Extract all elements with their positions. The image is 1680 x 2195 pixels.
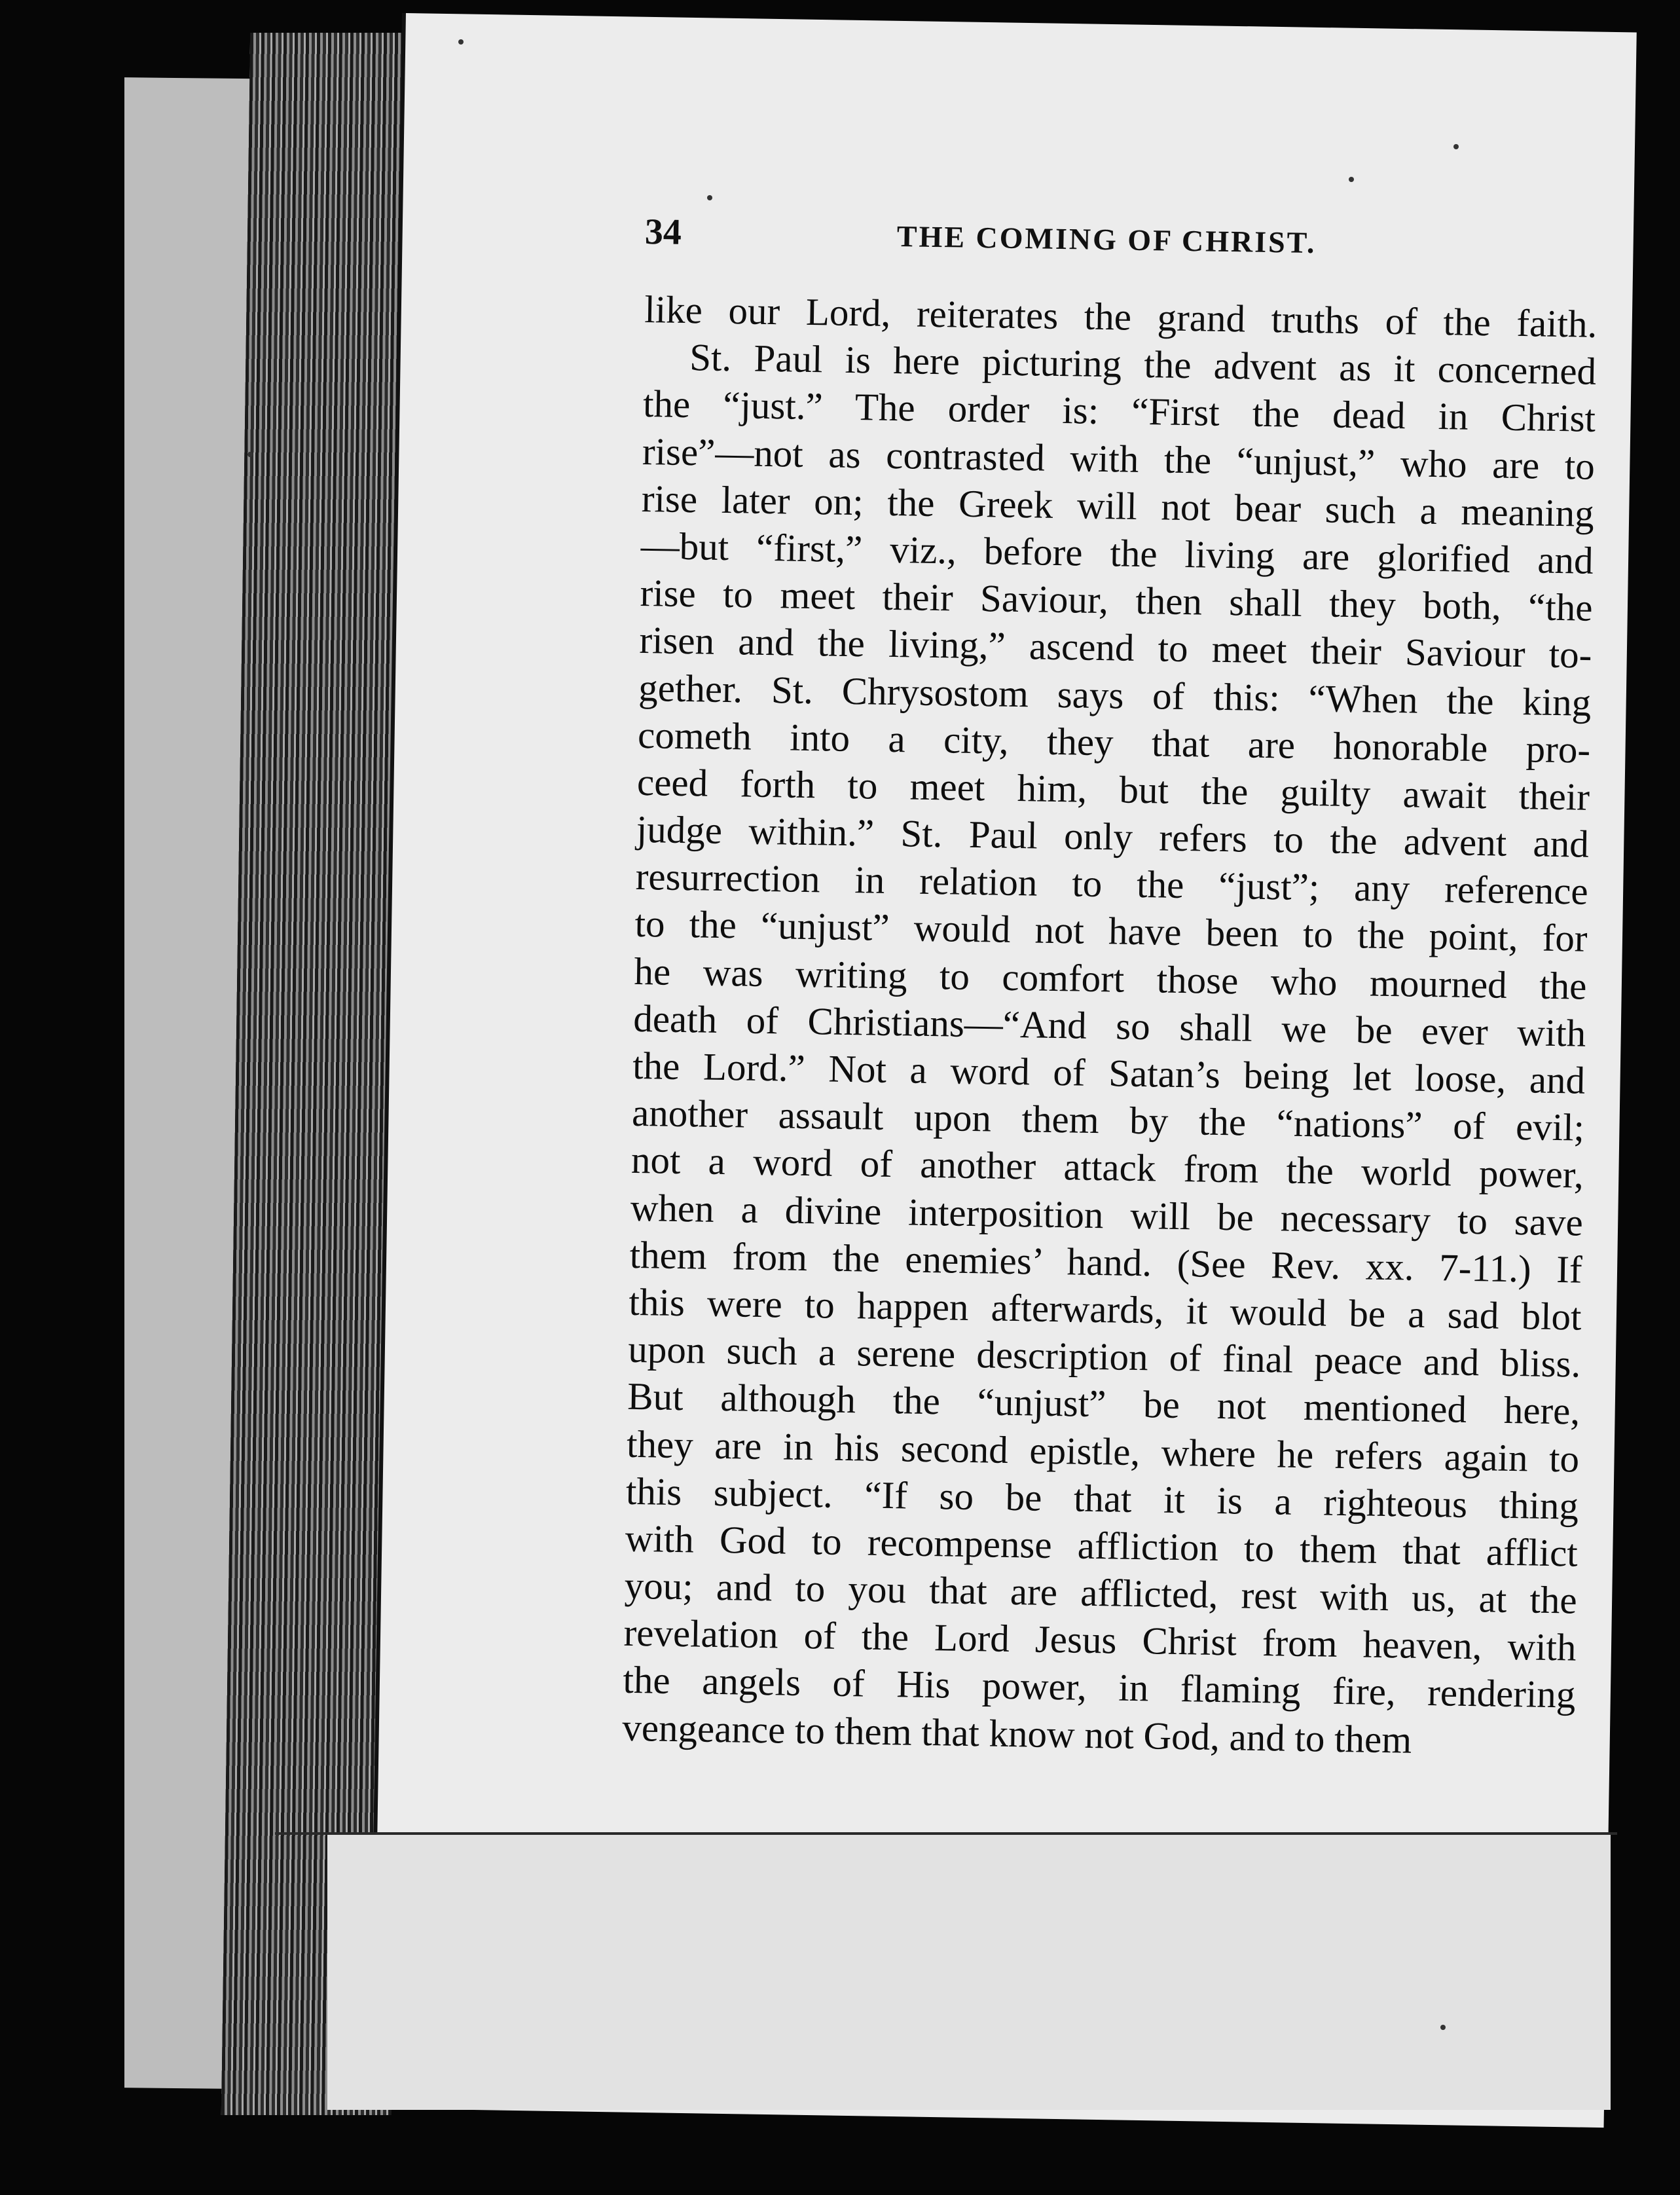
text-line: judge within.” St. Paul only refers to the advent and: [636, 807, 1590, 866]
text-line: another assault upon them by the “nations” of evil;: [631, 1091, 1585, 1149]
scan-speck: [1349, 177, 1354, 182]
body-text: [622, 286, 1598, 1765]
text-line: risen and the living,” ascend to meet their Saviour to-: [638, 618, 1592, 677]
text-line: this were to happen afterwards, it would be a sad blot: [629, 1280, 1582, 1338]
scan-speck: [458, 39, 464, 45]
text-line: when a divine interposition will be necessary to save: [630, 1185, 1584, 1244]
text-line: St. Paul is here picturing the advent as it concerned: [689, 335, 1597, 394]
text-line: them from the enemies’ hand. (See Rev. xx. 7-11.) If: [629, 1232, 1583, 1291]
page-fold-line: [275, 1832, 1617, 1835]
text-line: this subject. “If so be that it is a righteous thing: [625, 1469, 1579, 1528]
text-line: the angels of His power, in flaming fire, rendering: [623, 1658, 1576, 1717]
text-line: death of Christians—“And so shall we be ever with: [632, 996, 1586, 1055]
text-line: rise later on; the Greek will not bear such a meaning: [641, 476, 1595, 535]
running-title: THE COMING OF CHRIST.: [896, 219, 1317, 260]
text-line: you; and to you that are afflicted, rest with us, at the: [624, 1563, 1578, 1622]
page-number: 34: [644, 212, 682, 253]
scan-speck: [247, 452, 253, 457]
scan-speck: [707, 195, 712, 200]
text-line: the Lord.” Not a word of Satan’s being let loose, and: [632, 1043, 1586, 1102]
text-line: like our Lord, reiterates the grand truths of the faith.: [644, 287, 1598, 346]
text-line: the “just.” The order is: “First the dead in Christ: [642, 382, 1596, 441]
text-line: resurrection in relation to the “just”; any reference: [635, 855, 1589, 913]
lower-page-strip: [327, 1835, 1611, 2110]
text-line: with God to recompense affliction to them that afflict: [625, 1516, 1579, 1575]
scan-speck: [1453, 144, 1459, 149]
text-line: not a word of another attack from the world power,: [630, 1138, 1584, 1197]
text-line: ceed forth to meet him, but the guilty await their: [636, 760, 1590, 819]
text-line: he was writing to comfort those who mourned the: [634, 949, 1587, 1008]
text-line: upon such a serene description of final peace and bliss.: [627, 1327, 1581, 1386]
text-line: they are in his second epistle, where he refers again to: [626, 1422, 1580, 1481]
text-line: rise to meet their Saviour, then shall they both, “the: [640, 571, 1593, 629]
text-line: to the “unjust” would not have been to the point, for: [634, 902, 1588, 961]
text-line: But although the “unjust” be not mentioned here,: [627, 1374, 1580, 1433]
text-line: gether. St. Chrysostom says of this: “When the king: [638, 665, 1592, 724]
scan-speck: [1440, 2025, 1446, 2030]
text-line: cometh into a city, they that are honorable pro-: [637, 712, 1591, 771]
text-line: rise”—not as contrasted with the “unjust,” who are to: [642, 429, 1596, 488]
text-line: —but “first,” viz., before the living are glorified and: [640, 523, 1594, 582]
text-line: vengeance to them that know not God, and to them: [621, 1705, 1412, 1762]
text-line: revelation of the Lord Jesus Christ from heaven, with: [623, 1611, 1577, 1669]
